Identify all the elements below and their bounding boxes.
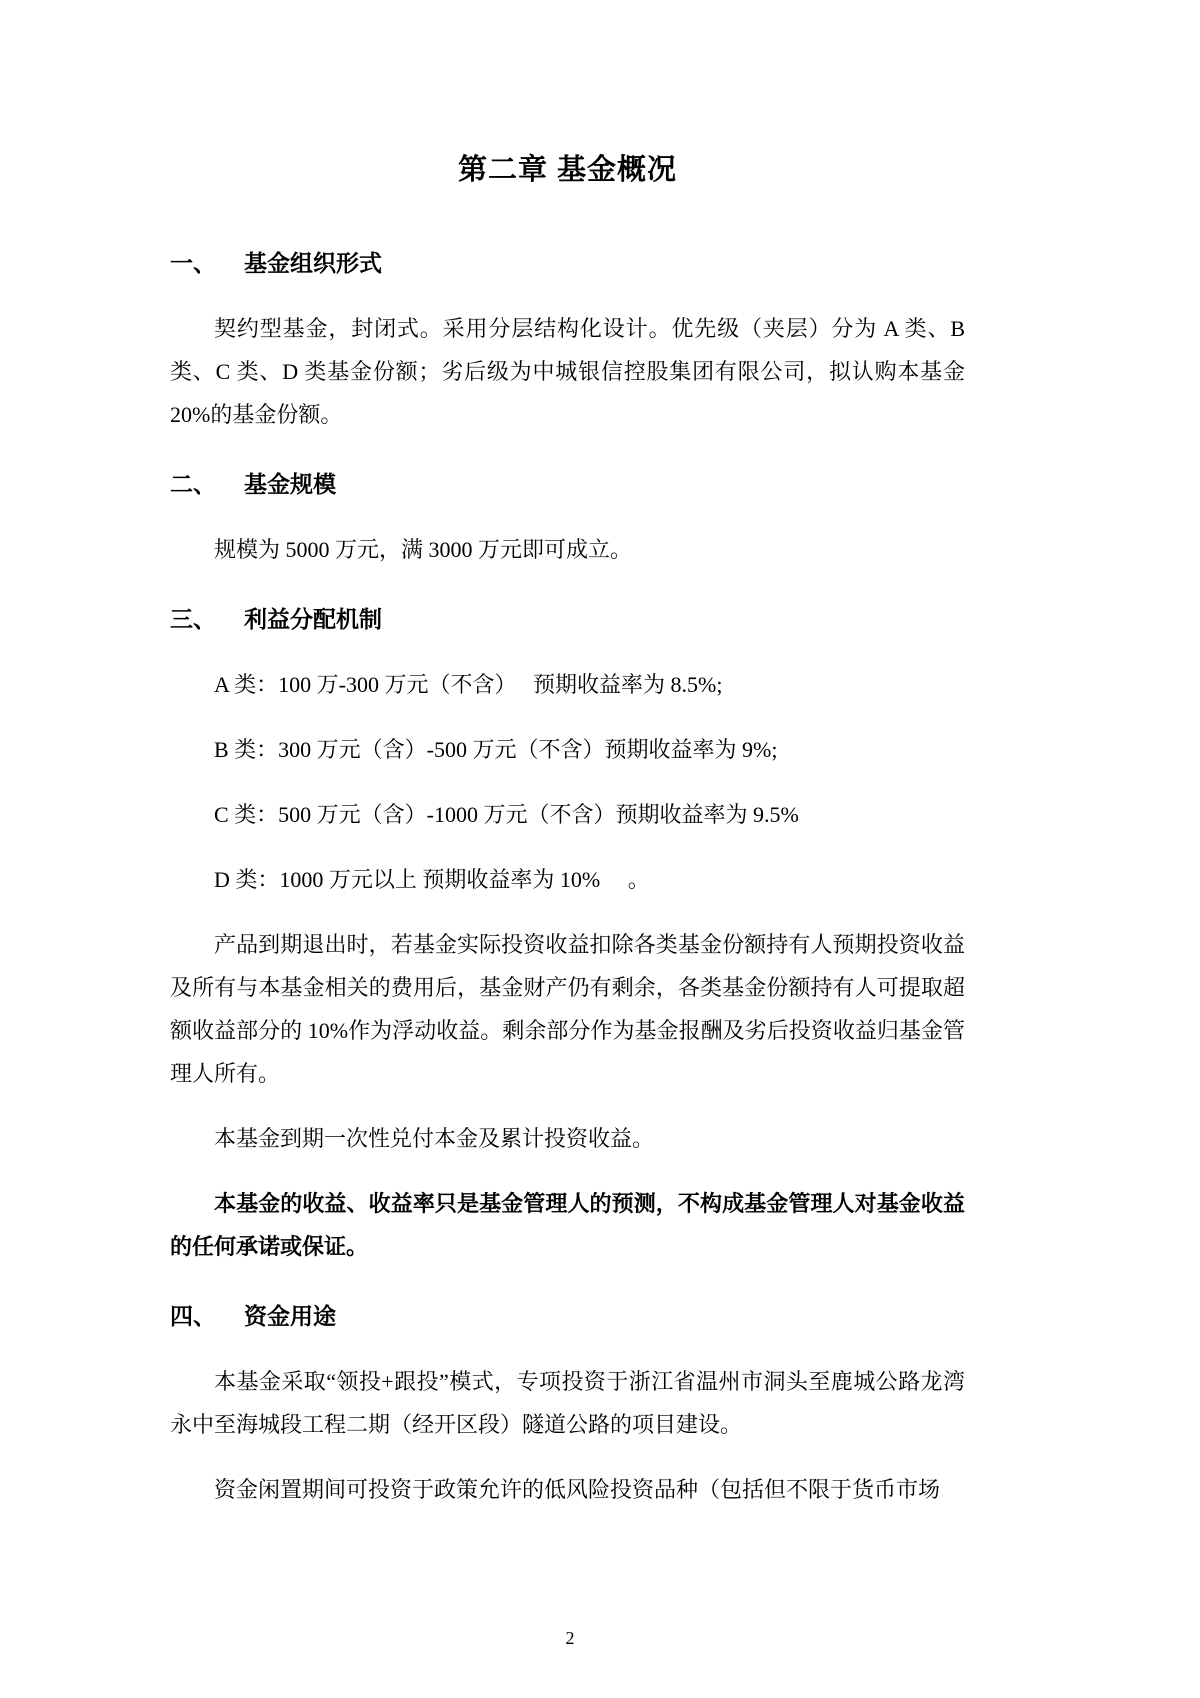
section-heading <box>170 598 965 641</box>
paragraph: 本基金采取“领投+跟投”模式，专项投资于浙江省温州市洞头至鹿城公路龙湾永中至海城段工程二期（经开区段）隧道公路的项目建设。 <box>170 1369 965 1437</box>
section-number: 四、 <box>170 1303 216 1329</box>
paragraph: 规模为 5000 万元，满 3000 万元即可成立。 <box>214 537 633 562</box>
paragraph: 契约型基金，封闭式。采用分层结构化设计。优先级（夹层）分为 A 类、B 类、C 类、D 类基金份额；劣后级为中城银信控股集团有限公司，拟认购本基金 20%的基金份额。 <box>170 316 965 427</box>
section-heading <box>170 1295 965 1338</box>
section-title: 利益分配机制 <box>244 606 382 632</box>
paragraph: 资金闲置期间可投资于政策允许的低风险投资品种（包括但不限于货币市场 <box>214 1477 941 1502</box>
disclaimer-paragraph: 本基金的收益、收益率只是基金管理人的预测，不构成基金管理人对基金收益的任何承诺或保证。 <box>170 1191 965 1259</box>
section-title: 基金组织形式 <box>244 250 382 276</box>
section-number: 三、 <box>170 606 216 632</box>
section-profit-distribution <box>170 598 965 1268</box>
section-title: 资金用途 <box>244 1303 336 1329</box>
section-fund-scale <box>170 463 965 571</box>
section-title: 基金规模 <box>244 471 336 497</box>
section-number: 一、 <box>170 250 216 276</box>
chapter-title: 第二章 基金概况 <box>457 154 678 186</box>
section-heading <box>170 463 965 506</box>
section-use-of-funds <box>170 1295 965 1511</box>
page-number: 2 <box>565 1628 575 1648</box>
section-heading <box>170 242 965 285</box>
paragraph: 本基金到期一次性兑付本金及累计投资收益。 <box>214 1126 655 1151</box>
share-class-d: D 类：1000 万元以上 预期收益率为 10% 。 <box>214 867 650 892</box>
section-number: 二、 <box>170 471 216 497</box>
paragraph: 产品到期退出时，若基金实际投资收益扣除各类基金份额持有人预期投资收益及所有与本基金相关的费用后，基金财产仍有剩余，各类基金份额持有人可提取超额收益部分的 10%作为浮动收益。剩余部分作为基金报酬及劣后投资收益归基金管理人所有。 <box>170 932 965 1086</box>
share-class-b: B 类：300 万元（含）-500 万元（不含）预期收益率为 9%; <box>214 737 778 762</box>
share-class-c: C 类：500 万元（含）-1000 万元（不含）预期收益率为 9.5% <box>214 802 799 827</box>
share-class-a: A 类：100 万-300 万元（不含） 预期收益率为 8.5%; <box>214 672 723 697</box>
section-fund-organization <box>170 242 965 436</box>
